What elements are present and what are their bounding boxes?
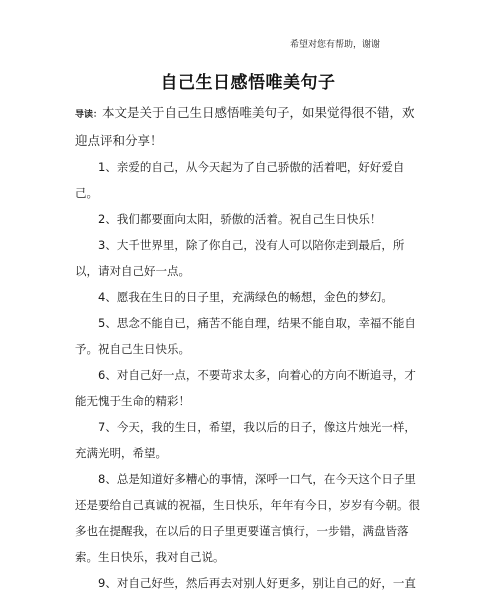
intro-paragraph xyxy=(75,100,427,154)
header-note: 希望对您有帮助，谢谢 xyxy=(290,40,381,50)
list-item-2: 2、我们都要面向太阳，骄傲的活着。祝自己生日快乐！ xyxy=(98,212,382,226)
list-item-6: 6、对自己好一点，不要苛求太多，向着心的方向不断追寻，才能无愧于生命的精彩！ xyxy=(75,368,416,408)
list-item-7: 7、今天，我的生日，希望，我以后的日子，像这片烛光一样，充满光明，希望。 xyxy=(75,420,416,460)
list-item-9: 9、对自己好些，然后再去对别人好更多，别让自己的好，一直 xyxy=(98,576,416,590)
list-item-5: 5、思念不能自已，痛苦不能自理，结果不能自取，幸福不能自予。祝自己生日快乐。 xyxy=(75,316,416,356)
list-item-3: 3、大千世界里，除了你自己，没有人可以陪你走到最后，所以，请对自己好一点。 xyxy=(75,238,405,278)
intro-text: 本文是关于自己生日感悟唯美句子，如果觉得很不错，欢迎点评和分享！ xyxy=(75,105,415,148)
list-item-8: 8、总是知道好多糟心的事情，深呼一口气，在今天这个日子里还是要给自己真诚的祝福，生日快乐，年年有今日，岁岁有今朝。很多也在提醒我，在以后的日子里更要谨言慎行，一步错，满盘皆落索。生日快乐，我对自己说。 xyxy=(75,472,420,564)
intro-label: 导读： xyxy=(75,110,103,120)
list-item-4: 4、愿我在生日的日子里，充满绿色的畅想，金色的梦幻。 xyxy=(98,290,393,304)
list-item-1: 1、亲爱的自己，从今天起为了自己骄傲的活着吧，好好爱自己。 xyxy=(75,160,405,200)
document-body xyxy=(75,100,427,596)
document-title: 自己生日感悟唯美句子 xyxy=(160,73,336,93)
